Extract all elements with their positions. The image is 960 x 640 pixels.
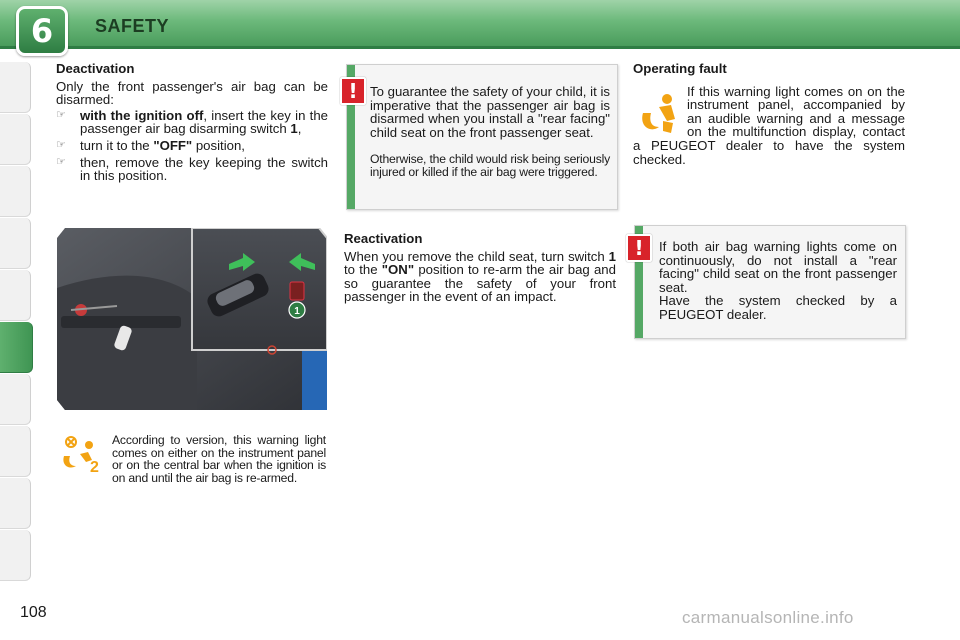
pointer-hand-icon: ☞ (56, 155, 66, 168)
chapter-tab-2[interactable] (0, 114, 31, 165)
chapter-tab-3[interactable] (0, 166, 31, 217)
child-seat-warning-box (346, 64, 618, 210)
switch-number-label: 1 (294, 306, 300, 317)
chapter-tabs (0, 62, 32, 574)
warning-text-1: If both air bag warning lights come on continuously, do not install a "rear facing" child seat on the front passenger seat. (659, 239, 897, 295)
reactivation-heading: Reactivation (344, 231, 423, 246)
warning-text-1: To guarantee the safety of your child, it is imperative that the passenger air bag is disarmed when you install a "rear facing" child seat on the front passenger seat. (370, 84, 610, 140)
chapter-tab-1[interactable] (0, 62, 31, 113)
pointer-hand-icon: ☞ (56, 108, 66, 121)
both-lights-warning-box (634, 225, 906, 339)
glovebox-switch-photo (57, 228, 327, 410)
list-item (56, 109, 328, 136)
reactivation-text: When you remove the child seat, turn switch 1 to the "ON" position to re-arm the air bag and so guarantee the safety of your front passenger in the event of an impact. (344, 248, 616, 305)
chapter-number-badge: 6 (16, 6, 68, 56)
list-item (56, 156, 328, 183)
step-text: turn it to the (80, 137, 154, 153)
operating-fault-text: If this warning light comes on on the instrument panel, accompanied by an audible warning and a message on the multifunction display, contact a PEUGEOT dealer to have the system checked. (633, 83, 905, 167)
step-text: position, (192, 137, 245, 153)
warning-text-2: Otherwise, the child would risk being seriously injured or killed if the air bag were triggered. (370, 152, 610, 179)
deactivation-section (56, 62, 328, 184)
svg-text:2: 2 (90, 459, 99, 476)
step-text: , insert the key in the passenger air bag disarming switch (80, 107, 328, 137)
step-bold-text: "OFF" (153, 137, 193, 153)
chapter-tab-4[interactable] (0, 218, 31, 269)
step-text: then, remove the key keeping the switch in this position. (80, 154, 328, 184)
watermark: carmanualsonline.info (682, 608, 854, 627)
deactivation-heading: Deactivation (56, 61, 135, 76)
page-number: 108 (20, 604, 47, 621)
step-tail: , (297, 121, 302, 137)
chapter-tab-5[interactable] (0, 270, 31, 321)
switch-reference: 1 (608, 248, 616, 264)
list-item (56, 139, 328, 153)
chapter-tab-8[interactable] (0, 426, 31, 477)
warning-text-2: Have the system checked by a PEUGEOT dealer. (659, 293, 897, 322)
on-position-label: "ON" (381, 262, 415, 278)
deactivation-steps (56, 109, 328, 183)
operating-fault-section (633, 62, 905, 166)
chapter-tab-9[interactable] (0, 478, 31, 529)
chapter-tab-7[interactable] (0, 374, 31, 425)
step-bold-text: with the ignition off (80, 107, 204, 123)
operating-fault-heading: Operating fault (633, 61, 727, 76)
deactivation-intro: Only the front passenger's air bag can be disarmed: (56, 78, 328, 108)
switch-reference: 1 (290, 121, 298, 137)
exclamation-warning-icon: ! (626, 234, 652, 262)
airbag-off-warning-icon (58, 436, 102, 476)
reactivation-section (344, 232, 616, 304)
version-note: According to version, this warning light comes on either on the instrument panel or on the central bar when the ignition is on and until the air bag is re-armed. (112, 433, 326, 485)
exclamation-warning-icon: ! (340, 77, 366, 105)
page-title: SAFETY (95, 16, 170, 36)
chapter-tab-6-active[interactable] (0, 322, 33, 373)
airbag-fault-warning-icon (633, 85, 687, 135)
chapter-tab-10[interactable] (0, 530, 31, 581)
header-divider (0, 46, 960, 49)
pointer-hand-icon: ☞ (56, 138, 66, 151)
